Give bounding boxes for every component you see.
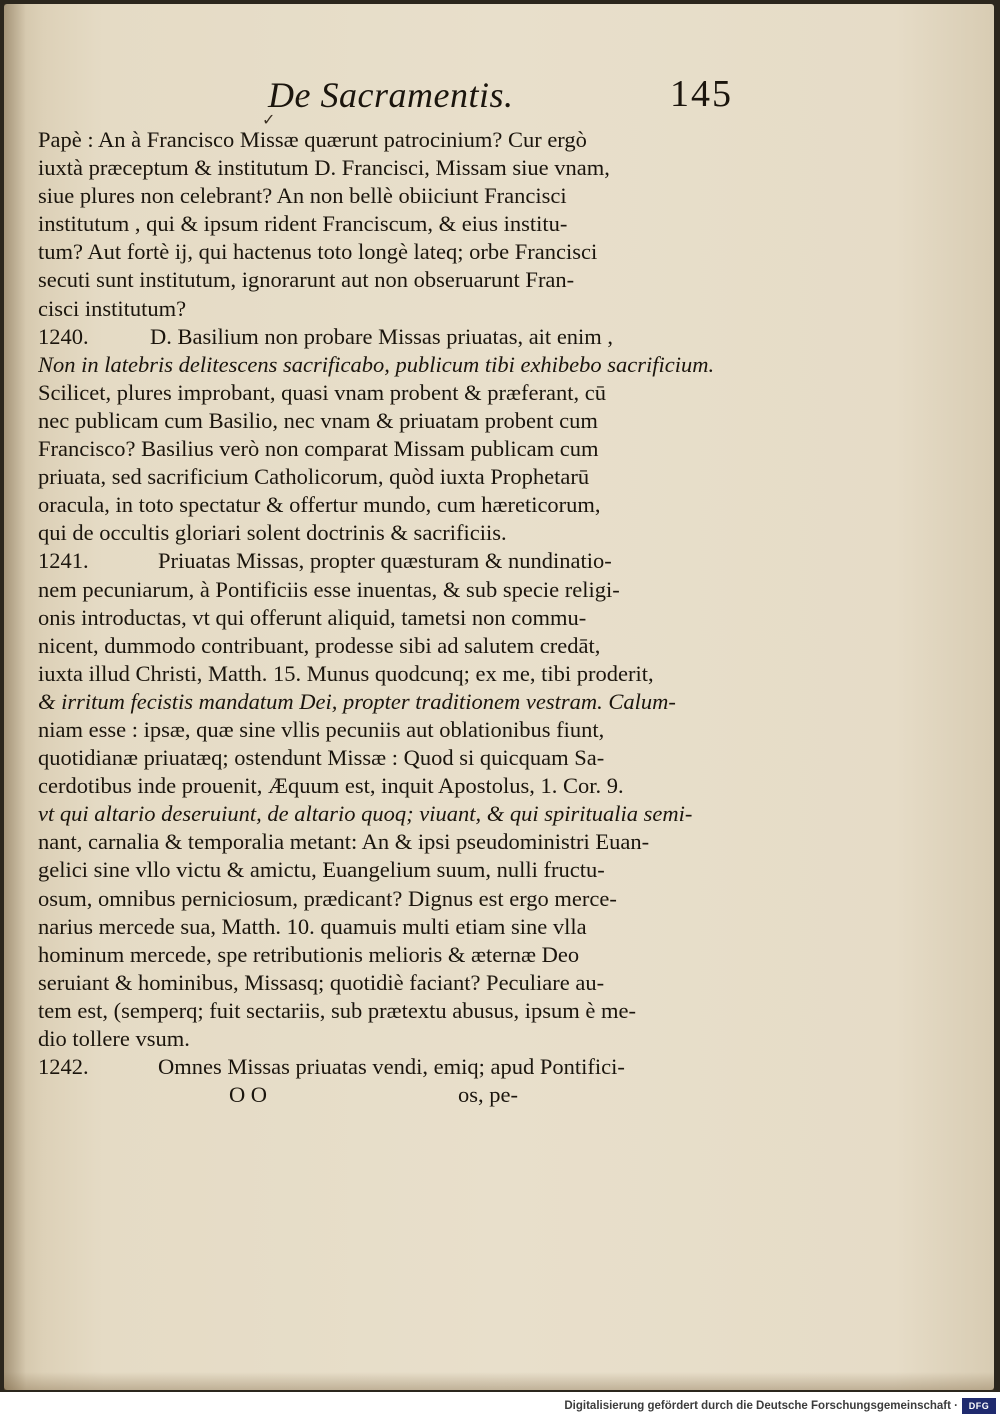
text-line: osum, omnibus perniciosum, prædicant? Dignus est ergo merce- xyxy=(38,885,617,911)
paragraph-number: 1242. xyxy=(38,1054,89,1080)
text-line: Omnes Missas priuatas vendi, emiq; apud Pontifici- xyxy=(158,1054,625,1080)
text-line: D. Basilium non probare Missas priuatas, ait enim , xyxy=(150,323,614,349)
paragraph-line xyxy=(38,323,728,351)
running-title: De Sacramentis. xyxy=(268,75,514,115)
text-line: quotidianæ priuatæq; ostendunt Missæ : Quod si quicquam Sa- xyxy=(38,745,605,771)
catchword: os, pe- xyxy=(458,1082,518,1108)
text-line: nicent, dummodo contribuant, prodesse sibi ad salutem credāt, xyxy=(38,632,601,658)
text-line: onis introductas, vt qui offerunt aliquid, tametsi non commu- xyxy=(38,604,587,630)
text-line: hominum mercede, spe retributionis melioris & æternæ Deo xyxy=(38,941,580,967)
quotation-line: & irritum fecistis mandatum Dei, propter traditionem vestram. Calum- xyxy=(38,688,676,714)
dfg-logo: DFG xyxy=(962,1398,996,1414)
paragraph-number: 1240. xyxy=(38,323,89,349)
text-line: oracula, in toto spectatur & offertur mundo, cum hæreticorum, xyxy=(38,492,601,518)
quotation-line: vt qui altario deseruiunt, de altario quoq; viuant, & qui spiritualia semi- xyxy=(38,801,693,827)
text-line: nant, carnalia & temporalia metant: An & ipsi pseudoministri Euan- xyxy=(38,829,650,855)
text-line: seruiant & hominibus, Missasq; quotidiè faciant? Peculiare au- xyxy=(38,969,605,995)
quotation-line: Non in latebris delitescens sacrificabo, publicum tibi exhibebo sacrificium. xyxy=(38,351,715,377)
text-line: qui de occultis gloriari solent doctrinis & sacrificiis. xyxy=(38,520,507,546)
text-line: secuti sunt institutum, ignorarunt aut non obseruarunt Fran- xyxy=(38,267,575,293)
paragraph-line xyxy=(38,547,728,575)
signature-mark: O O xyxy=(228,1082,268,1108)
text-line: gelici sine vllo victu & amictu, Euangelium suum, nulli fructu- xyxy=(38,857,605,883)
catchword-line xyxy=(38,1081,728,1109)
text-line: iuxta illud Christi, Matth. 15. Munus quodcunq; ex me, tibi proderit, xyxy=(38,660,654,686)
page-number: 145 xyxy=(670,73,733,115)
digitization-credit: Digitalisierung gefördert durch die Deutsche Forschungsgemeinschaft · xyxy=(564,1400,958,1412)
text-line: Scilicet, plures improbant, quasi vnam probent & præferant, cū xyxy=(38,379,606,405)
text-line: cerdotibus inde prouenit, Æquum est, inquit Apostolus, 1. Cor. 9. xyxy=(38,773,624,799)
text-line: institutum , qui & ipsum rident Franciscum, & eius institu- xyxy=(38,211,568,237)
text-line: priuata, sed sacrificium Catholicorum, quòd iuxta Prophetarū xyxy=(38,464,590,490)
text-line: nec publicam cum Basilio, nec vnam & priuatam probent cum xyxy=(38,407,598,433)
paragraph-number: 1241. xyxy=(38,548,89,574)
text-line: cisci institutum? xyxy=(38,295,187,321)
text-line: Papè : An à Francisco Missæ quærunt patrocinium? Cur ergò xyxy=(38,127,587,152)
check-mark-icon: ✓ xyxy=(262,112,276,129)
paragraph-line xyxy=(38,1053,728,1081)
text-line: Francisco? Basilius verò non comparat Missam publicam cum xyxy=(38,436,599,462)
text-line: niam esse : ipsæ, quæ sine vllis pecuniis aut oblationibus fiunt, xyxy=(38,716,605,742)
text-line: nem pecuniarum, à Pontificiis esse inuentas, & sub specie religi- xyxy=(38,576,620,602)
text-line: dio tollere vsum. xyxy=(38,1026,190,1051)
text-line: Priuatas Missas, propter quæsturam & nundinatio- xyxy=(158,548,612,574)
text-line: siue plures non celebrant? An non bellè obiiciunt Francisci xyxy=(38,183,567,209)
text-line: narius mercede sua, Matth. 10. quamuis multi etiam sine vlla xyxy=(38,913,587,939)
text-line: iuxtà præceptum & institutum D. Francisci, Missam siue vnam, xyxy=(38,155,610,181)
text-line: tem est, (semperq; fuit sectariis, sub prætextu abusus, ipsum è me- xyxy=(38,997,637,1023)
body-text xyxy=(38,126,728,1109)
text-line: tum? Aut fortè ij, qui hactenus toto longè lateq; orbe Francisci xyxy=(38,239,598,265)
